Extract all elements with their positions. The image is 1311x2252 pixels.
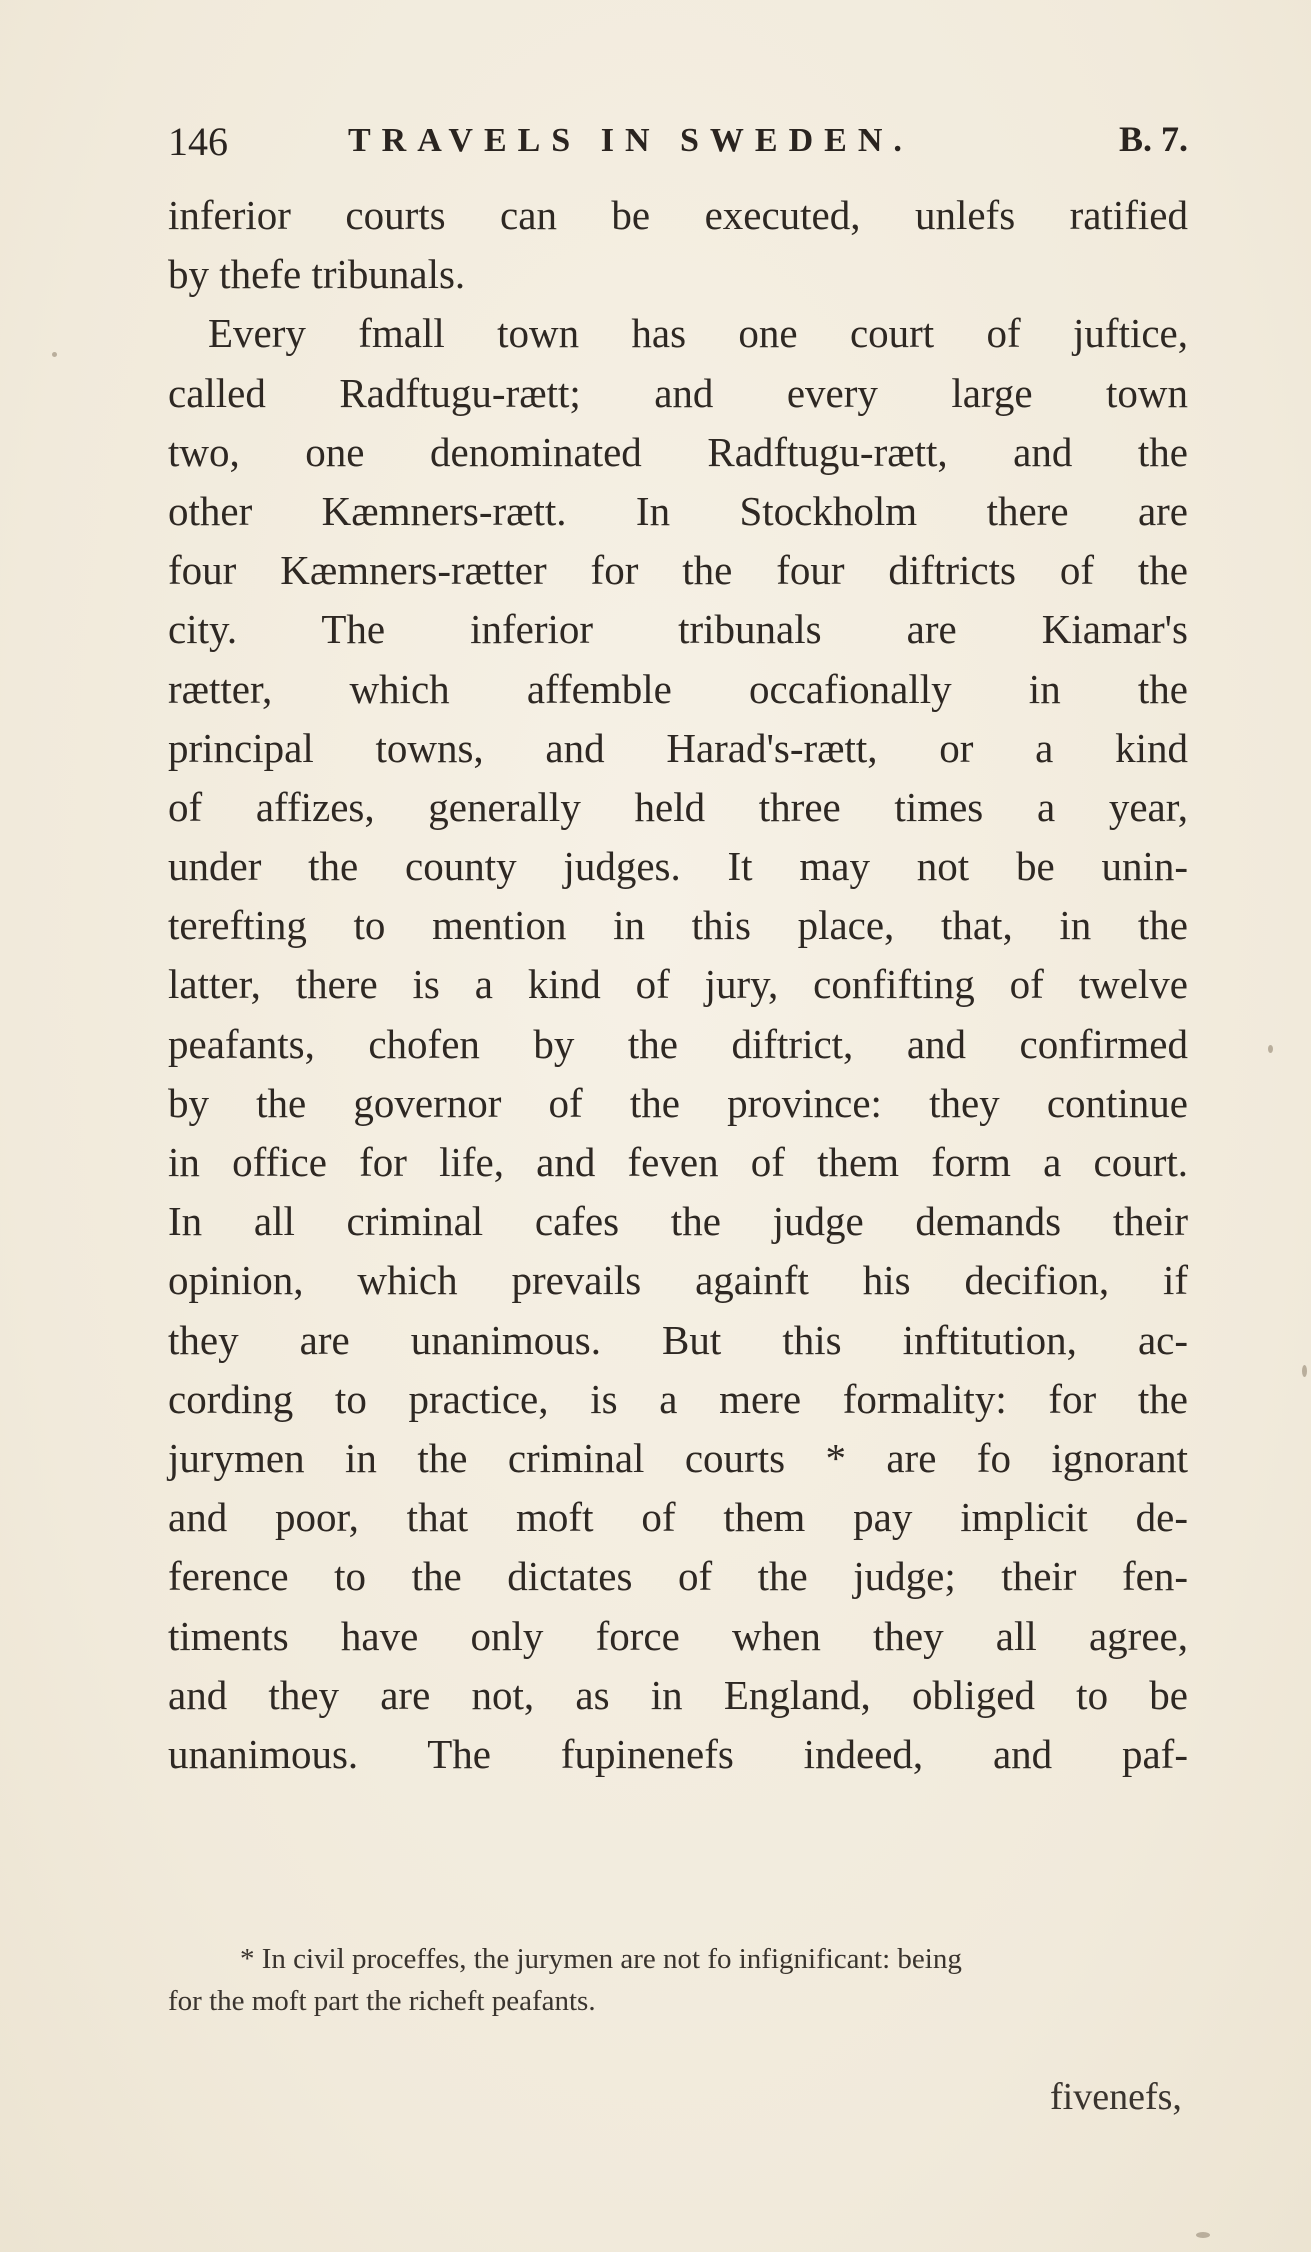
text-line: peafants, chofen by the diftrict, and confirmed	[168, 1020, 1188, 1067]
paper-speck	[1268, 1045, 1273, 1053]
text-line: of affizes, generally held three times a year,	[168, 783, 1188, 830]
text-line: terefting to mention in this place, that, in the	[168, 902, 1188, 949]
text-line: other Kæmners-rætt. In Stockholm there are	[168, 487, 1188, 534]
text-line: by the governor of the province: they continue	[168, 1079, 1188, 1126]
footnote-line: * In civil proceffes, the jurymen are not fo infignificant: being	[240, 1943, 962, 1975]
text-line: in office for life, and feven of them form a court.	[168, 1139, 1188, 1185]
text-line: city. The inferior tribunals are Kiamar's	[168, 606, 1188, 653]
paper-speck	[1196, 2232, 1210, 2238]
text-line: latter, there is a kind of jury, confifting of twelve	[168, 961, 1188, 1008]
text-line: jurymen in the criminal courts * are fo ignorant	[168, 1434, 1188, 1481]
text-line: called Radftugu-rætt; and every large town	[168, 369, 1188, 416]
text-line: by thefe tribunals.	[168, 251, 466, 298]
text-line: under the county judges. It may not be unin-	[168, 843, 1188, 890]
text-line: inferior courts can be executed, unlefs ratified	[168, 192, 1188, 238]
text-line: four Kæmners-rætter for the four diftricts of the	[168, 547, 1188, 594]
running-head	[168, 118, 1188, 178]
paper-speck	[1302, 1365, 1307, 1377]
body-text	[168, 186, 1188, 1784]
running-title: TRAVELS IN SWEDEN.	[348, 122, 913, 159]
text-line: and poor, that moft of them pay implicit de-	[168, 1494, 1188, 1541]
book-number: B. 7.	[1118, 119, 1188, 159]
text-line: two, one denominated Radftugu-rætt, and the	[168, 428, 1188, 475]
catchword: fivenefs,	[1050, 2076, 1182, 2118]
text-line: In all criminal cafes the judge demands their	[168, 1198, 1188, 1245]
paper-speck	[52, 352, 57, 357]
text-line: principal towns, and Harad's-rætt, or a kind	[168, 724, 1188, 771]
text-line: rætter, which affemble occafionally in the	[168, 665, 1188, 712]
footnote-line: for the moft part the richeft peafants.	[168, 1985, 596, 2017]
footnote	[168, 1938, 1188, 2022]
page-number: 146	[168, 119, 228, 164]
text-line: unanimous. The fupinenefs indeed, and paf-	[168, 1730, 1188, 1777]
text-line: timents have only force when they all agree,	[168, 1612, 1188, 1659]
text-line: Every fmall town has one court of juftice,	[208, 310, 1188, 357]
text-line: they are unanimous. But this inftitution, ac-	[168, 1316, 1188, 1363]
text-line: ference to the dictates of the judge; their fen-	[168, 1553, 1188, 1600]
text-line: cording to practice, is a mere formality: for the	[168, 1375, 1188, 1422]
text-line: opinion, which prevails againft his decifion, if	[168, 1257, 1188, 1304]
text-line: and they are not, as in England, obliged to be	[168, 1671, 1188, 1718]
